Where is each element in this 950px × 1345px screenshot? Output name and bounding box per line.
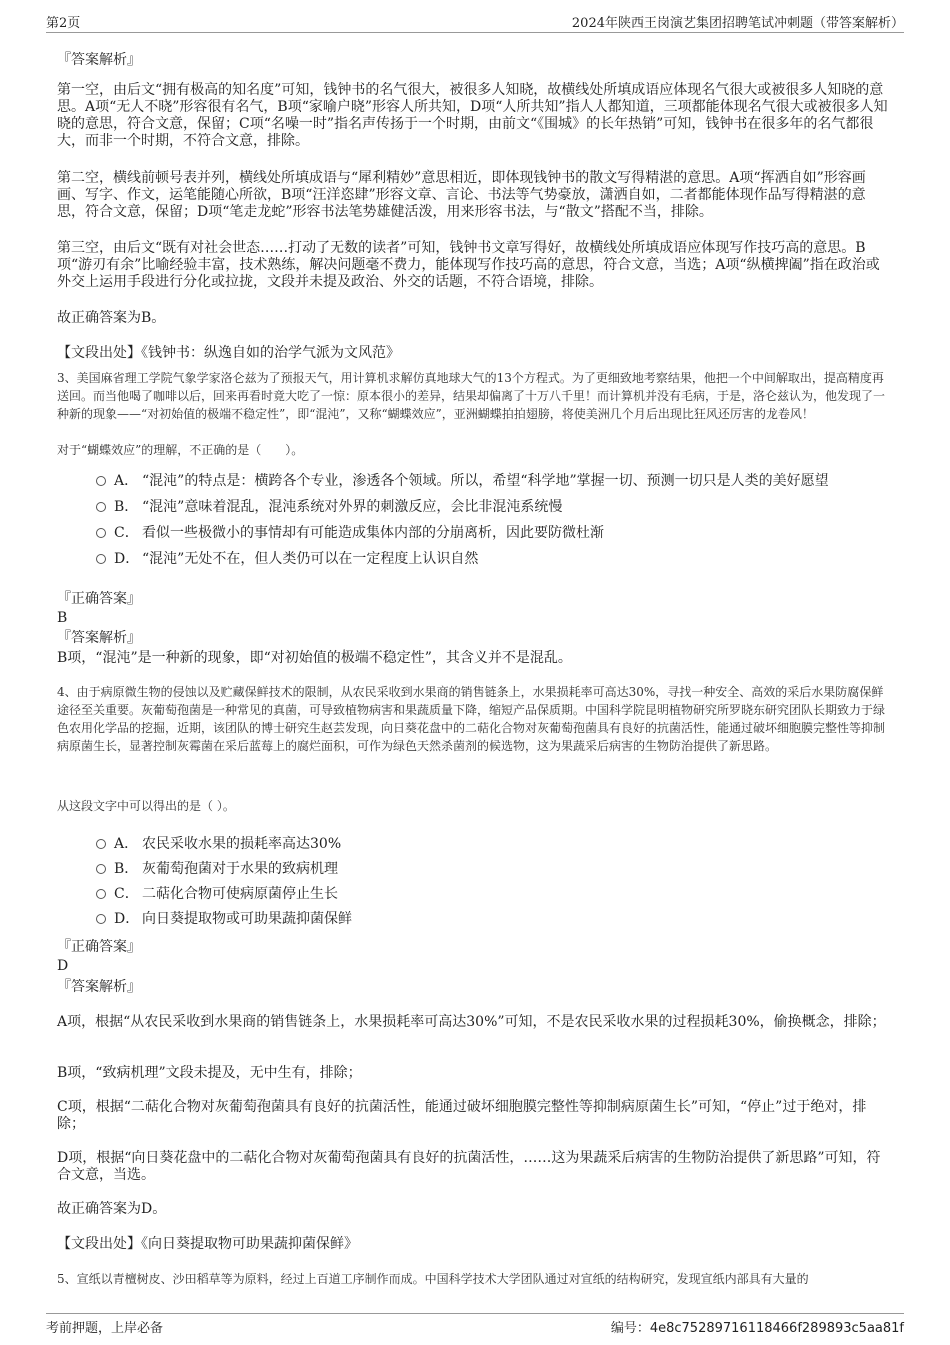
page-header: [46, 10, 904, 33]
radio-icon[interactable]: [96, 554, 106, 564]
option-text: 灰葡萄孢菌对于水果的致病机理: [142, 861, 338, 877]
page-number: 第2页: [46, 16, 81, 31]
q3-analysis: B项，“混沌”是一种新的现象，即“对初始值的极端不稳定性”，其含义并不是混乱。: [57, 650, 572, 666]
q3-option-a[interactable]: [96, 472, 829, 490]
q3-analysis-label: 『答案解析』: [57, 630, 141, 646]
q3-question: 对于“蝴蝶效应”的理解，不正确的是（ ）。: [57, 443, 304, 457]
q2-analysis-paragraph-1: 第一空，由后文“拥有极高的知名度”可知，钱钟书的名气很大，被很多人知晓，故横线处所填成语应体现名气很大或被很多人知晓的意思。A项“无人不晓”形容很有名气，B项“家喻户晓”形容人所共知，D项“人所共知”指人人都知道，三项都能体现名气很大或被很多人知晓的意思，符合文意，保留；C项“名噪一时”指名声传扬于一个时期，由前文“《围城》的长年热销”可知，钱钟书在很多年的名气都很大，而非一个时期，不符合文意，排除。: [57, 82, 888, 149]
q4-analysis-d: D项，根据“向日葵花盘中的二萜化合物对灰葡萄孢菌具有良好的抗菌活性，……这为果蔬采后病害的生物防治提供了新思路”可知，符合文意，当选。: [57, 1150, 881, 1183]
option-key: C．: [114, 886, 139, 902]
q3-stem: 3、美国麻省理工学院气象学家洛仑兹为了预报天气，用计算机求解仿真地球大气的13个方程式。为了更细致地考察结果，他把一个中间解取出，提高精度再送回。而当他喝了咖啡以后，回来再看时竟大吃了一惊：原本很小的差异，结果却偏离了十万八千里！而计算机并没有毛病，于是，洛仑兹认为，他发现了一种新的现象——“对初始值的极端不稳定性”，即“混沌”，又称“蝴蝶效应”，亚洲蝴蝶拍拍翅膀，将使美洲几个月后出现比狂风还厉害的龙卷风！: [57, 371, 886, 421]
option-key: C．: [114, 525, 139, 541]
option-text: “混沌”无处不在，但人类仍可以在一定程度上认识自然: [142, 551, 479, 567]
footer-slogan: 考前押题，上岸必备: [46, 1321, 164, 1336]
q4-correct-answer: D: [57, 958, 69, 974]
option-text: 看似一些极微小的事情却有可能造成集体内部的分崩离析，因此要防微杜渐: [142, 525, 604, 541]
radio-icon[interactable]: [96, 914, 106, 924]
option-key: B．: [114, 861, 139, 877]
radio-icon[interactable]: [96, 502, 106, 512]
q4-option-b[interactable]: [96, 860, 338, 878]
q2-source: 【文段出处】《钱钟书：纵逸自如的治学气派为文风范》: [57, 345, 400, 361]
q4-stem: 4、由于病原微生物的侵蚀以及贮藏保鲜技术的限制，从农民采收到水果商的销售链条上，水果损耗率可高达30%，寻找一种安全、高效的采后水果防腐保鲜途径至关重要。灰葡萄孢菌是一种常见的真菌，可导致植物病害和果蔬质量下降，缩短产品保质期。中国科学院昆明植物研究所罗晓东研究团队长期致力于绿色农用化学品的挖掘，近期，该团队的博士研究生赵芸发现，向日葵花盘中的二萜化合物对灰葡萄孢菌具有良好的抗菌活性，能通过破坏细胞膜完整性等抑制病原菌生长，显著控制灰霉菌在采后蓝莓上的腐烂面积，可作为绿色天然杀菌剂的候选物，这为果蔬采后病害的生物防治提供了新思路。: [57, 685, 886, 753]
option-key: A．: [114, 836, 139, 852]
document-title: 2024年陕西王岗演艺集团招聘笔试冲刺题（带答案解析）: [571, 16, 904, 31]
q3-correct-answer: B: [57, 610, 68, 626]
q4-source: 【文段出处】《向日葵提取物可助果蔬抑菌保鲜》: [57, 1236, 358, 1252]
radio-icon[interactable]: [96, 889, 106, 899]
q5-stem: 5、宣纸以青檀树皮、沙田稻草等为原料，经过上百道工序制作而成。中国科学技术大学团队通过对宣纸的结构研究，发现宣纸内部具有大量的: [57, 1272, 809, 1286]
option-text: “混沌”意味着混乱，混沌系统对外界的刺激反应，会比非混沌系统慢: [142, 499, 563, 515]
q4-option-d[interactable]: [96, 910, 352, 928]
option-text: 农民采收水果的损耗率高达30%: [142, 836, 342, 852]
q4-analysis-label: 『答案解析』: [57, 979, 141, 995]
option-text: 二萜化合物可使病原菌停止生长: [142, 886, 338, 902]
radio-icon[interactable]: [96, 839, 106, 849]
q4-analysis-b: B项，“致病机理”文段未提及，无中生有，排除；: [57, 1065, 362, 1081]
q3-correct-label: 『正确答案』: [57, 591, 141, 607]
option-key: D．: [114, 551, 140, 567]
q4-correct-label: 『正确答案』: [57, 939, 141, 955]
option-text: 向日葵提取物或可助果蔬抑菌保鲜: [142, 911, 352, 927]
q4-question: 从这段文字中可以得出的是（ ）。: [57, 799, 235, 813]
radio-icon[interactable]: [96, 476, 106, 486]
q2-analysis-paragraph-2: 第二空，横线前顿号表并列，横线处所填成语与“犀利精妙”意思相近，即体现钱钟书的散文写得精湛的意思。A项“挥洒自如”形容画画、写字、作文，运笔能随心所欲，B项“汪洋恣肆”形容文章、言论、书法等气势豪放，潇洒自如，二者都能体现作品写得精湛的意思，符合文意，保留；D项“笔走龙蛇”形容书法笔势雄健活泼，用来形容书法，与“散文”搭配不当，排除。: [57, 170, 866, 220]
document-id-value: 4e8c75289716118466f289893c5aa81f: [649, 1321, 904, 1336]
document-id: [611, 1317, 904, 1336]
option-text: “混沌”的特点是：横跨各个专业，渗透各个领域。所以，希望“科学地”掌握一切、预测一切只是人类的美好愿望: [142, 473, 829, 489]
q4-option-a[interactable]: [96, 835, 341, 853]
q4-conclusion: 故正确答案为D。: [57, 1201, 167, 1217]
option-key: D．: [114, 911, 140, 927]
q3-option-b[interactable]: [96, 498, 562, 516]
page-footer: [46, 1313, 904, 1338]
q4-option-c[interactable]: [96, 885, 338, 903]
q3-option-c[interactable]: [96, 524, 604, 542]
q2-analysis-paragraph-3: 第三空，由后文“既有对社会世态……打动了无数的读者”可知，钱钟书文章写得好，故横线处所填成语应体现写作技巧高的意思。B项“游刃有余”比喻经验丰富，技术熟练，解决问题毫不费力，能体现写作技巧高的意思，符合文意，当选；A项“纵横捭阖”指在政治或外交上运用手段进行分化或拉拢，文段并未提及政治、外交的话题，不符合语境，排除。: [57, 240, 880, 290]
option-key: A．: [114, 473, 139, 489]
option-key: B．: [114, 499, 139, 515]
q2-analysis-label: 『答案解析』: [57, 52, 141, 68]
radio-icon[interactable]: [96, 528, 106, 538]
q3-option-d[interactable]: [96, 550, 478, 568]
radio-icon[interactable]: [96, 864, 106, 874]
q4-analysis-a: A项，根据“从农民采收到水果商的销售链条上，水果损耗率可高达30%”可知，不是农民采收水果的过程损耗30%，偷换概念，排除；: [57, 1014, 886, 1030]
q2-conclusion: 故正确答案为B。: [57, 310, 166, 326]
document-id-label: 编号：: [610, 1321, 650, 1336]
q4-analysis-c: C项，根据“二萜化合物对灰葡萄孢菌具有良好的抗菌活性，能通过破坏细胞膜完整性等抑制病原菌生长”可知，“停止”过于绝对，排除；: [57, 1099, 867, 1132]
